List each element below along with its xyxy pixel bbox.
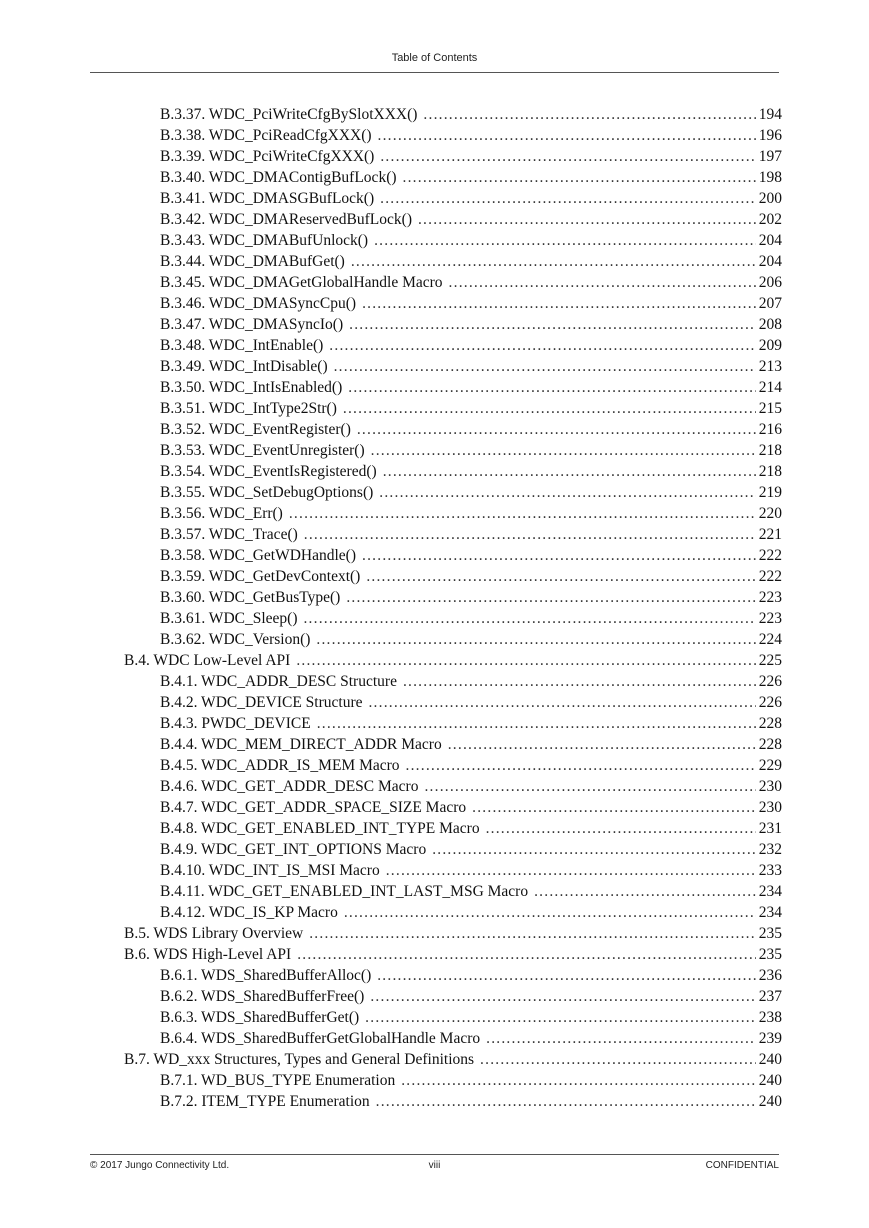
toc-dot-leader [309,923,756,944]
toc-entry-title: B.3.39. WDC_PciWriteCfgXXX() [160,148,375,165]
toc-dot-leader [303,608,755,629]
toc-entry[interactable] [160,1070,782,1091]
toc-entry[interactable] [160,398,782,419]
footer-divider [90,1154,779,1155]
toc-entry[interactable] [160,503,782,524]
toc-dot-leader [351,251,756,272]
toc-entry[interactable] [124,1049,782,1070]
toc-entry-page: 218 [758,442,782,459]
toc-dot-leader [362,545,756,566]
toc-entry-page: 237 [758,988,782,1005]
toc-dot-leader [348,377,756,398]
toc-dot-leader [379,482,755,503]
toc-dot-leader [486,1028,756,1049]
toc-entry[interactable] [160,566,782,587]
toc-entry[interactable] [160,1028,782,1049]
toc-entry[interactable] [160,230,782,251]
toc-entry-page: 235 [758,946,782,963]
toc-entry-page: 222 [758,568,782,585]
toc-entry-page: 236 [758,967,782,984]
toc-entry-page: 219 [758,484,782,501]
page-header-title: Table of Contents [391,52,478,64]
toc-entry-page: 198 [758,169,782,186]
toc-entry-title: B.3.61. WDC_Sleep() [160,610,298,627]
toc-entry-page: 200 [758,190,782,207]
toc-entry-title: B.4.10. WDC_INT_IS_MSI Macro [160,862,380,879]
toc-entry[interactable] [160,356,782,377]
toc-dot-leader [534,881,756,902]
footer-page-number: viii [428,1160,441,1171]
toc-dot-leader [377,965,756,986]
toc-entry-page: 239 [758,1030,782,1047]
toc-entry[interactable] [160,797,782,818]
toc-entry-page: 194 [758,106,782,123]
toc-dot-leader [472,797,756,818]
toc-entry[interactable] [160,524,782,545]
toc-dot-leader [344,902,756,923]
toc-entry-page: 209 [758,337,782,354]
toc-entry-title: B.4.9. WDC_GET_INT_OPTIONS Macro [160,841,427,858]
toc-entry[interactable] [124,923,782,944]
toc-entry-page: 228 [758,736,782,753]
toc-entry[interactable] [160,335,782,356]
toc-entry-page: 207 [758,295,782,312]
toc-entry[interactable] [160,818,782,839]
toc-dot-leader [349,314,756,335]
toc-entry-title: B.3.51. WDC_IntType2Str() [160,400,337,417]
toc-entry-title: B.3.50. WDC_IntIsEnabled() [160,379,343,396]
toc-entry[interactable] [160,1007,782,1028]
toc-entry-title: B.3.42. WDC_DMAReservedBufLock() [160,211,412,228]
toc-entry-title: B.4.11. WDC_GET_ENABLED_INT_LAST_MSG Macro [160,883,529,900]
toc-entry[interactable] [160,146,782,167]
toc-entry-title: B.3.60. WDC_GetBusType() [160,589,341,606]
toc-dot-leader [316,629,755,650]
toc-dot-leader [406,755,756,776]
toc-dot-leader [297,944,756,965]
toc-entry[interactable] [124,944,782,965]
toc-entry[interactable] [160,314,782,335]
toc-entry-page: 230 [758,799,782,816]
toc-entry[interactable] [160,986,782,1007]
toc-entry-title: B.3.49. WDC_IntDisable() [160,358,328,375]
toc-entry-title: B.7.1. WD_BUS_TYPE Enumeration [160,1072,396,1089]
toc-entry-title: B.3.46. WDC_DMASyncCpu() [160,295,357,312]
toc-entry-page: 218 [758,463,782,480]
toc-entry-title: B.6.3. WDS_SharedBufferGet() [160,1009,360,1026]
toc-entry[interactable] [160,713,782,734]
toc-entry-title: B.4.12. WDC_IS_KP Macro [160,904,338,921]
toc-entry[interactable] [160,251,782,272]
toc-dot-leader [366,566,755,587]
toc-dot-leader [380,146,755,167]
toc-dot-leader [480,1049,756,1070]
toc-entry[interactable] [160,881,782,902]
toc-entry-title: B.3.47. WDC_DMASyncIo() [160,316,344,333]
toc-dot-leader [401,1070,756,1091]
toc-entry[interactable] [160,167,782,188]
toc-entry[interactable] [160,965,782,986]
toc-dot-leader [343,398,756,419]
toc-dot-leader [418,209,756,230]
toc-entry-title: B.3.56. WDC_Err() [160,505,283,522]
toc-entry-page: 202 [758,211,782,228]
toc-entry-title: B.4.6. WDC_GET_ADDR_DESC Macro [160,778,419,795]
toc-entry[interactable] [160,125,782,146]
toc-entry-title: B.3.44. WDC_DMABufGet() [160,253,345,270]
toc-entry-page: 234 [758,883,782,900]
toc-entry-title: B.4.5. WDC_ADDR_IS_MEM Macro [160,757,400,774]
toc-entry[interactable] [160,776,782,797]
toc-entry-title: B.3.55. WDC_SetDebugOptions() [160,484,374,501]
toc-entry-title: B.3.62. WDC_Version() [160,631,311,648]
toc-dot-leader [362,293,756,314]
toc-entry-title: B.3.57. WDC_Trace() [160,526,298,543]
toc-entry[interactable] [160,629,782,650]
toc-dot-leader [486,818,756,839]
toc-dot-leader [296,650,755,671]
toc-entry-title: B.4.7. WDC_GET_ADDR_SPACE_SIZE Macro [160,799,467,816]
toc-entry-title: B.3.38. WDC_PciReadCfgXXX() [160,127,372,144]
toc-entry-title: B.7.2. ITEM_TYPE Enumeration [160,1093,370,1110]
toc-dot-leader [424,776,755,797]
toc-entry-page: 235 [758,925,782,942]
toc-entry-title: B.3.40. WDC_DMAContigBufLock() [160,169,397,186]
toc-entry-title: B.3.41. WDC_DMASGBufLock() [160,190,375,207]
toc-entry-title: B.4. WDC Low-Level API [124,652,291,669]
toc-entry-title: B.4.3. PWDC_DEVICE [160,715,311,732]
toc-entry-page: 232 [758,841,782,858]
toc-dot-leader [383,461,756,482]
toc-dot-leader [432,839,756,860]
toc-entry[interactable] [160,377,782,398]
toc-entry-page: 197 [758,148,782,165]
toc-entry-title: B.6.1. WDS_SharedBufferAlloc() [160,967,372,984]
toc-entry-title: B.3.54. WDC_EventIsRegistered() [160,463,377,480]
toc-entry[interactable] [160,545,782,566]
toc-entry-page: 229 [758,757,782,774]
toc-dot-leader [380,188,756,209]
page-footer [90,1160,779,1176]
toc-entry[interactable] [160,482,782,503]
toc-entry-page: 206 [758,274,782,291]
toc-entry-page: 226 [758,673,782,690]
toc-entry[interactable] [160,419,782,440]
toc-entry-page: 224 [758,631,782,648]
toc-entry[interactable] [160,860,782,881]
toc-entry-page: 226 [758,694,782,711]
toc-entry-page: 204 [758,232,782,249]
toc-entry-title: B.3.59. WDC_GetDevContext() [160,568,361,585]
toc-entry[interactable] [160,461,782,482]
toc-entry-page: 215 [758,400,782,417]
toc-entry[interactable] [124,650,782,671]
toc-entry-title: B.3.45. WDC_DMAGetGlobalHandle Macro [160,274,443,291]
toc-entry-page: 223 [758,589,782,606]
toc-entry-title: B.3.37. WDC_PciWriteCfgBySlotXXX() [160,106,418,123]
toc-entry-page: 216 [758,421,782,438]
toc-dot-leader [365,1007,756,1028]
toc-entry[interactable] [160,188,782,209]
toc-entry-page: 196 [758,127,782,144]
toc-entry-page: 208 [758,316,782,333]
toc-entry[interactable] [160,209,782,230]
toc-dot-leader [304,524,756,545]
toc-dot-leader [334,356,756,377]
toc-entry-page: 213 [758,358,782,375]
toc-dot-leader [386,860,756,881]
toc-entry-title: B.6.2. WDS_SharedBufferFree() [160,988,365,1005]
toc-entry[interactable] [160,440,782,461]
toc-entry-page: 204 [758,253,782,270]
toc-entry[interactable] [160,734,782,755]
toc-entry-page: 238 [758,1009,782,1026]
toc-entry-page: 221 [758,526,782,543]
toc-entry-title: B.4.2. WDC_DEVICE Structure [160,694,363,711]
toc-entry-page: 230 [758,778,782,795]
toc-entry-title: B.4.4. WDC_MEM_DIRECT_ADDR Macro [160,736,442,753]
toc-entry-page: 231 [758,820,782,837]
footer-classification: CONFIDENTIAL [705,1160,779,1171]
toc-dot-leader [289,503,756,524]
toc-entry[interactable] [160,272,782,293]
toc-dot-leader [370,986,755,1007]
toc-entry[interactable] [160,692,782,713]
toc-entry-title: B.6.4. WDS_SharedBufferGetGlobalHandle Macro [160,1030,481,1047]
toc-entry[interactable] [160,608,782,629]
toc-entry-title: B.5. WDS Library Overview [124,925,304,942]
toc-entry-title: B.3.53. WDC_EventUnregister() [160,442,365,459]
toc-entry[interactable] [160,587,782,608]
toc-dot-leader [376,1091,756,1112]
toc-dot-leader [368,692,755,713]
toc-entry-title: B.3.58. WDC_GetWDHandle() [160,547,357,564]
toc-entry-page: 233 [758,862,782,879]
toc-dot-leader [371,440,756,461]
toc-entry[interactable] [160,839,782,860]
toc-dot-leader [374,230,756,251]
toc-entry-page: 240 [758,1072,782,1089]
toc-entry[interactable] [160,1091,782,1112]
toc-entry-title: B.4.1. WDC_ADDR_DESC Structure [160,673,397,690]
toc-entry-title: B.3.52. WDC_EventRegister() [160,421,351,438]
toc-dot-leader [403,167,756,188]
header-divider [90,72,779,73]
toc-dot-leader [357,419,756,440]
toc-entry-page: 228 [758,715,782,732]
toc-dot-leader [423,104,755,125]
toc-entry[interactable] [160,755,782,776]
toc-entry[interactable] [160,902,782,923]
toc-entry-page: 214 [758,379,782,396]
toc-dot-leader [329,335,755,356]
toc-dot-leader [403,671,756,692]
toc-entry-page: 234 [758,904,782,921]
toc-entry-title: B.3.48. WDC_IntEnable() [160,337,324,354]
toc-entry-title: B.3.43. WDC_DMABufUnlock() [160,232,369,249]
toc-entry-page: 225 [758,652,782,669]
toc-entry-page: 222 [758,547,782,564]
toc-entry-page: 240 [758,1051,782,1068]
toc-entry-title: B.6. WDS High-Level API [124,946,292,963]
toc-entry-page: 240 [758,1093,782,1110]
toc-entry-title: B.7. WD_xxx Structures, Types and General Definitions [124,1051,475,1068]
toc-dot-leader [378,125,756,146]
toc-entry[interactable] [160,671,782,692]
toc-entry[interactable] [160,104,782,125]
toc-entry-page: 220 [758,505,782,522]
toc-entry-title: B.4.8. WDC_GET_ENABLED_INT_TYPE Macro [160,820,480,837]
toc-dot-leader [448,734,756,755]
toc-entry-page: 223 [758,610,782,627]
toc-dot-leader [346,587,755,608]
footer-copyright: © 2017 Jungo Connectivity Ltd. [90,1160,230,1171]
toc-dot-leader [317,713,756,734]
toc-entry[interactable] [160,293,782,314]
toc-dot-leader [449,272,756,293]
